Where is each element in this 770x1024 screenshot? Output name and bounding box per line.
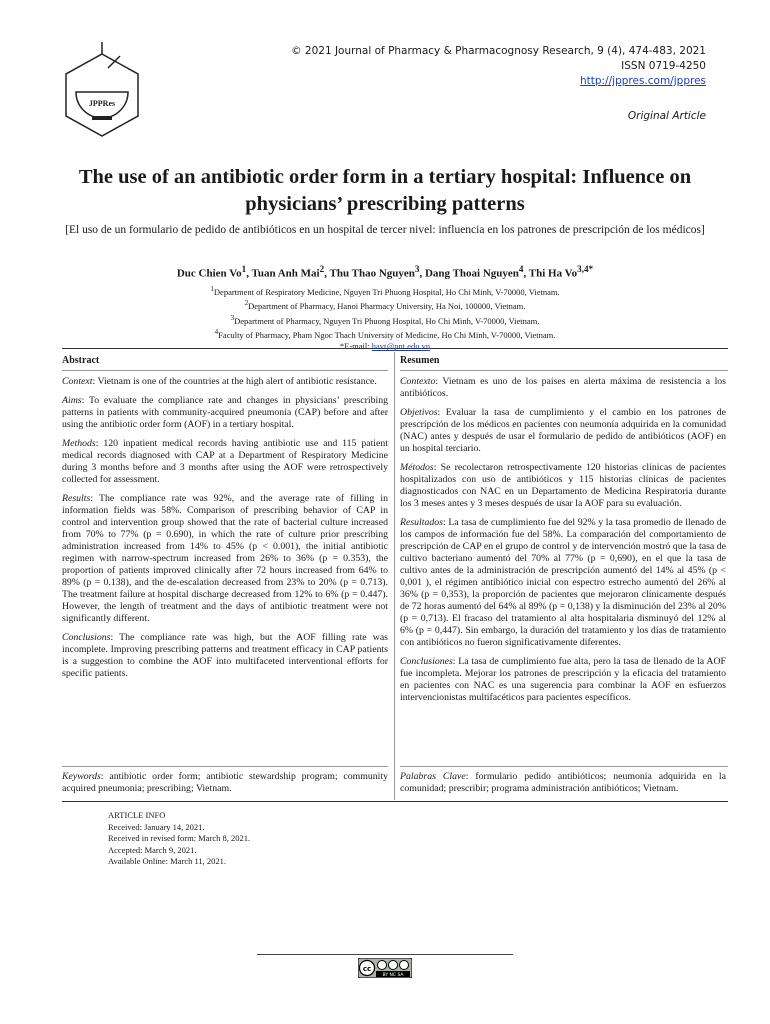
accepted-date: Accepted: March 9, 2021. <box>108 844 197 855</box>
column-divider <box>394 352 395 800</box>
revised-date: Received in revised form: March 8, 2021. <box>108 833 251 843</box>
journal-logo <box>62 40 142 150</box>
keywords-en: Keywords: antibiotic order form; antibiotic stewardship program; community acquired pneumonia; prescribing; Vietnam. <box>62 771 388 794</box>
divider <box>62 801 728 802</box>
divider <box>400 766 728 767</box>
email-label: *E-mail: <box>339 341 372 352</box>
article-subtitle: [El uso de un formulario de pedido de antibióticos en un hospital de tercer nivel: influencia en los patrones de prescripción de los médicos] <box>65 224 705 236</box>
svg-text:BY NC SA: BY NC SA <box>382 973 404 978</box>
divider <box>62 766 388 767</box>
article-type: Original Article <box>627 110 706 122</box>
affiliations: $^1$Department of Respiratory Medicine, Nguyen Tri Phuong Hospital, Ho Chi Minh, V-70000, Vietnam. $^2$Department of Pharmacy, Hanoi Pharmacy University, Ha Noi, 100000, Vietnam. $^3$Department of Pharmacy, Nguyen Tri Phuong Hospital, Ho Chi Minh, V-70000, Vietnam. $^4$Faculty of Pharmacy, Pham Ngoc Thach University of Medicine, Ho Chi Minh, V-70000, Vietnam. *E-mail: havt@pnt.edu.vn <box>210 285 560 352</box>
resumen-heading: Resumen <box>400 355 440 366</box>
article-info-heading: ARTICLE INFO <box>108 810 166 820</box>
journal-url-link[interactable]: http://jppres.com/jppres <box>580 75 706 87</box>
abstract-column: Abstract Context: Vietnam is one of the countries at the high alert of antibiotic resistance. Aims: To evaluate the compliance rate and changes in physicians’ prescribing patterns in patients with community-acquired pneumonia (CAP) before and after using the antibiotic order form (AOF) in a tertiary hospital. Methods: 120 inpatient medical records having antibiotic use and 115 patient medical records diagnosed with CAP at a Department of Respiratory Medicine during 3 months before and 3 months after using the AOF were retrospectively collected for assessment. Results: The compliance rate was 92%, and the average rate of filling in information fields was 58%. Comparison of prescribing behavior of CAP in control and intervention group showed that the rate of bacterial culture increased from 70% to 77% (p = 0.690), in which the rate of culture prior prescribing administration increased from 14% to 45% (p < 0.001), the initial antibiotic regimen with narrow-spectrum increased from 26% to 36% (p = 0.353), the proportion of patients improved clinically after 72 hours increased from 64% to 89% (p = 0.138), and the de-escalation decreased from 23% to 20% (p = 0.713). The treatment failure at hospital discharge decreased from 12% to 6% (p = 0.447). However, the length of treatment and the days of antibiotic treatment were not significantly different. Conclusions: The compliance rate was high, but the AOF filling rate was incomplete. Improving prescribing patterns and treatment efficacy in CAP patients is a suggestion to combine the AOF into multifaceted interventional efforts for specific patients. <box>62 355 388 679</box>
svg-text:cc: cc <box>362 965 372 973</box>
footer-rule <box>257 954 513 955</box>
journal-citation: © 2021 Journal of Pharmacy & Pharmacognosy Research, 9 (4), 474-483, 2021 <box>291 45 706 57</box>
affiliation: Faculty of Pharmacy, Pham Ngoc Thach University of Medicine, Ho Chi Minh, V-70000, Vietnam. <box>218 329 556 340</box>
author: Tuan Anh Mai <box>251 267 320 280</box>
affiliation: Department of Pharmacy, Hanoi Pharmacy University, Ha Noi, 100000, Vietnam. <box>248 301 526 312</box>
keywords-es: Palabras Clave: formulario pedido antibióticos; neumonía adquirida en la comunidad; prescribir; programa administración antibióticos; Vietnam. <box>400 771 726 794</box>
svg-text:JPPRes: JPPRes <box>88 99 116 108</box>
abstract-heading: Abstract <box>62 355 100 366</box>
received-date: Received: January 14, 2021. <box>108 821 205 832</box>
resumen-column: Resumen Contexto: Vietnam es uno de los países en alerta máxima de resistencia a los antibióticos. Objetivos: Evaluar la tasa de cumplimiento y el cambio en los patrones de prescripción de los médicos en pacientes con neumonía adquirida en la comunidad (NAC) antes y después de usar el formulario de pedido de antibióticos (AOF) en un hospital terciario. Métodos: Se recolectaron retrospectivamente 120 historias clínicas de pacientes hospitalizados con uso de antibióticos y 115 historias clínicas de pacientes diagnosticados con NAC en un Departamento de Medicina Respiratoria durante los 3 meses antes y 3 meses después de usar la AOF para su evaluación. Resultados: La tasa de cumplimiento fue del 92% y la tasa promedio de llenado de los campos de información fue del 58%. La comparación del comportamiento de prescripción de CAP en el grupo de control y de intervención mostró que la tasa de cultivo bacteriano aumentó del 70% al 77% (p = 0,690), en el que la tasa de cultivo antes de la administración de prescripción aumentó del 14% al 45% (p < 0,001 ), el régimen antibiótico inicial con espectro estrecho aumentó del 26% al 36% (p = 0,353), la proporción de pacientes que mejoraron clínicamente después de 72 horas aumentó del 64% al 89% (p = 0,138) y la disminución del 23% al 20% (p = 0,713). El fracaso del tratamiento al alta hospitalaria disminuyó del 12% al 6% (p = 0,447). Sin embargo, la duración del tratamiento y los días de tratamiento con antibióticos no fueron significativamente diferentes. Conclusiones: La tasa de cumplimiento fue alta, pero la tasa de llenado de la AOF fue incompleta. Mejorar los patrones de prescripción y la eficacia del tratamiento en pacientes con NAC es una sugerencia para combinar la AOF en esfuerzos intervencionistas multifacéticos para pacientes específicos. <box>400 355 726 703</box>
author: Thi Ha Vo <box>528 267 578 280</box>
author: Duc Chien Vo <box>176 267 242 280</box>
journal-issn: ISSN 0719-4250 <box>621 60 706 72</box>
cc-license-icon <box>358 958 412 978</box>
online-date: Available Online: March 11, 2021. <box>108 856 227 866</box>
article-title: The use of an antibiotic order form in a tertiary hospital: Influence on physicians’ prescribing patterns <box>78 166 692 215</box>
affiliation: Department of Pharmacy, Nguyen Tri Phuong Hospital, Ho Chi Minh, V-70000, Vietnam. <box>234 315 540 326</box>
author: Dang Thoai Nguyen <box>424 267 519 280</box>
divider <box>62 348 728 349</box>
journal-header <box>291 44 706 89</box>
affiliation: Department of Respiratory Medicine, Nguyen Tri Phuong Hospital, Ho Chi Minh, V-70000, Vietnam. <box>213 286 560 297</box>
author: Thu Thao Nguyen <box>329 267 415 280</box>
email-link[interactable]: havt@pnt.edu.vn <box>371 341 431 352</box>
author-list: Duc Chien Vo$^1$, Tuan Anh Mai$^2$, Thu Thao Nguyen$^3$, Dang Thoai Nguyen$^4$, Thi Ha $Vo^{3,4*}$ <box>176 264 594 280</box>
article-info <box>108 810 250 868</box>
